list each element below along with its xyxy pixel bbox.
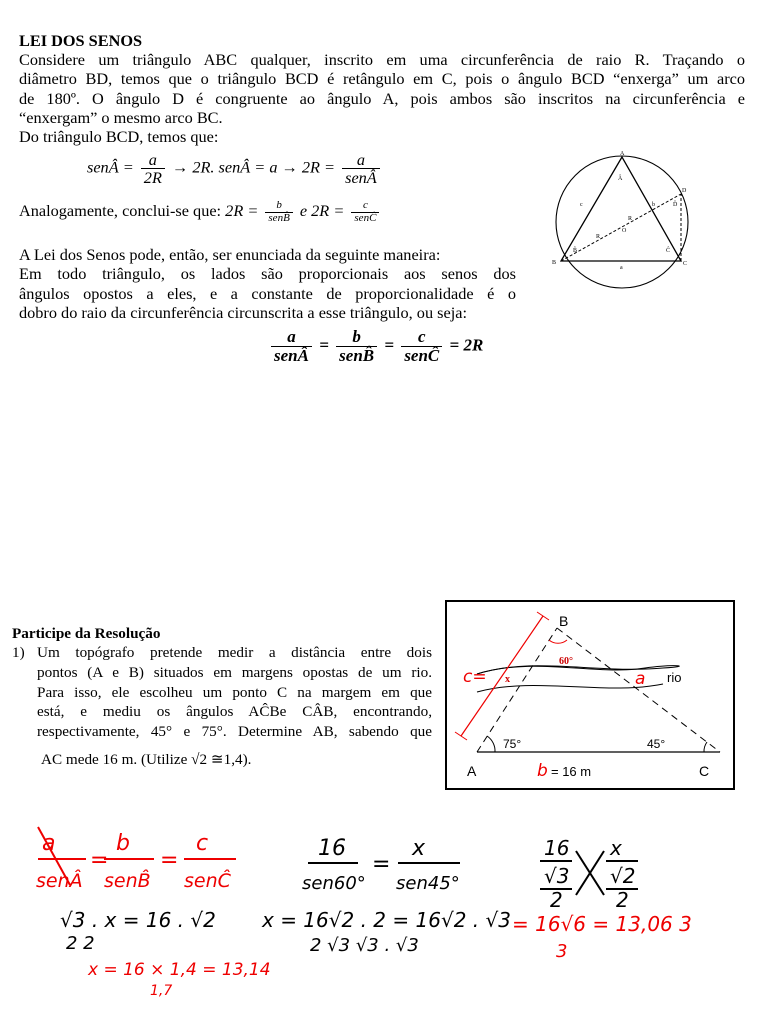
section-title: LEI DOS SENOS xyxy=(19,31,143,50)
hw-row2-result-den: 3 xyxy=(556,941,568,962)
label-angle-b: B̂ xyxy=(573,248,578,254)
hw-x: x xyxy=(412,836,426,861)
hw-row2-left-den: 2 2 xyxy=(66,933,95,954)
label-vertex-d: D xyxy=(682,188,687,194)
label-center: O xyxy=(622,228,627,234)
hw-cross-2a: 2 xyxy=(550,888,563,912)
label-side-a: a xyxy=(620,265,623,271)
problem-line-3: Para isso, ele escolheu um ponto C na margem em que xyxy=(37,683,432,701)
river-figure xyxy=(445,600,735,790)
hw-row2-mid: x = 16√2 . 2 = 16√2 . √3 xyxy=(262,908,511,932)
hw-row3: x = 16 × 1,4 = 13,14 xyxy=(88,960,271,980)
label-radius-2: R xyxy=(628,216,633,222)
problem-line-5: respectivamente, 45° e 75°. Determine AB, sabendo que xyxy=(37,723,432,741)
label-angle-45: 45° xyxy=(647,737,666,751)
label-angle-75: 75° xyxy=(503,737,522,751)
handwritten-solution xyxy=(0,815,768,1020)
hw-sen60: sen60° xyxy=(302,873,366,894)
intro-line-2: diâmetro BD, temos que o triângulo BCD é retângulo em C, pois o ângulo BCD “enxerga” um arco xyxy=(19,69,745,89)
hw-cross-16: 16 xyxy=(544,836,570,860)
hw-senc: senĈ xyxy=(184,870,231,892)
label-rio: rio xyxy=(667,670,682,685)
label-radius-1: R xyxy=(596,234,601,240)
from-triangle-text: Do triângulo BCD, temos que: xyxy=(19,127,219,147)
hw-a: a xyxy=(42,831,56,856)
hw-sen45: sen45° xyxy=(396,873,460,894)
statement-line-4: dobro do raio da circunferência circunscrita a esse triângulo, ou seja: xyxy=(19,302,467,322)
intro-line-4: “enxergam” o mesmo arco BC. xyxy=(19,107,223,127)
statement-line-3: ângulos opostos a eles, e a constante de proporcionalidade é o xyxy=(19,283,516,303)
label-side-b: b xyxy=(652,202,655,208)
hw-cross-r3: √3 xyxy=(544,864,570,888)
intro-line-1: Considere um triângulo ABC qualquer, inscrito em uma circunferência de raio R. Traçando o xyxy=(19,50,745,69)
law-of-sines-formula: $\frac{a}{\text{senÂ}}$ = $\frac{b}{\text{senB̂}}$ = $\frac{c}{\text{senĈ}}$ = 2R xyxy=(268,328,483,365)
circumscribed-circle-figure xyxy=(548,148,696,296)
hw-row3-den: 1,7 xyxy=(150,983,173,999)
black-proportion xyxy=(302,836,460,894)
label-angle-60: 60° xyxy=(559,656,573,667)
handwritten-b: b xyxy=(537,761,548,781)
handwritten-c: c= xyxy=(463,667,487,687)
statement-paragraph xyxy=(19,245,516,322)
hw-row2-left: √3 . x = 16 . √2 xyxy=(60,908,216,932)
diameter-bd xyxy=(561,194,681,261)
hw-eq2: = xyxy=(160,848,179,873)
label-16m: = 16 m xyxy=(551,764,592,779)
hw-eq1: = xyxy=(90,848,109,873)
problem-line-2: pontos (A e B) situados em margens opostas de um rio. xyxy=(37,663,432,681)
formula-sen-a: senÂ = $\frac{a}{2R}$ → 2R. senÂ = a → 2R = $\frac{a}{\text{senÂ}}$ xyxy=(87,151,383,186)
hw-eq3: = xyxy=(372,852,391,877)
label-vertex-b: B xyxy=(552,260,557,266)
statement-line-2: Em todo triângulo, os lados são proporcionais aos senos dos xyxy=(19,264,516,284)
hw-cross-x: x xyxy=(610,836,622,860)
intro-line-3: de 180º. O ângulo D é congruente ao ângulo A, pois ambos são inscritos na circunferência e xyxy=(19,88,745,108)
label-a: A xyxy=(467,763,477,779)
label-vertex-a: A xyxy=(620,151,625,157)
label-x: x xyxy=(505,674,510,685)
label-vertex-c: C xyxy=(683,261,688,267)
hw-cross-2b: 2 xyxy=(616,888,629,912)
problem-number: 1) xyxy=(12,644,25,661)
label-angle-a: Â xyxy=(618,176,623,182)
label-c: C xyxy=(699,763,710,779)
hw-senb: senB̂ xyxy=(104,870,151,892)
label-side-c: c xyxy=(580,202,583,208)
analog-line: Analogamente, conclui-se que: 2R = $\frac{b}{\text{senB̂}}$ e 2R = $\frac{c}{\text{senĈ}}$ xyxy=(19,200,382,224)
hw-row2-mid-den: 2 √3 √3 . √3 xyxy=(310,935,419,956)
hw-row2-result: = 16√6 = 13,06 3 xyxy=(512,912,692,936)
handwritten-a: a xyxy=(635,669,646,689)
problem-heading: Participe da Resolução xyxy=(12,625,161,642)
label-angle-d: D̂ xyxy=(673,202,678,208)
label-angle-c: Ĉ xyxy=(666,248,671,254)
hw-sena: senÂ xyxy=(36,870,83,892)
hw-b: b xyxy=(116,831,130,856)
hw-c: c xyxy=(196,831,209,856)
hw-cross-r2: √2 xyxy=(610,864,636,888)
problem-line-4: está, e mediu os ângulos AĈBe CÂB, encontrando, xyxy=(37,703,432,721)
problem-line-6: AC mede 16 m. (Utilize √2 ≅1,4). xyxy=(41,750,252,768)
problem-text xyxy=(37,643,432,770)
hw-16: 16 xyxy=(318,836,346,861)
intro-paragraph xyxy=(19,50,745,146)
red-law-of-sines xyxy=(36,827,236,892)
cross-multiplication xyxy=(540,836,638,912)
problem-line-1: Um topógrafo pretende medir a distância entre dois xyxy=(37,644,432,661)
label-b: B xyxy=(559,613,569,629)
statement-line-1: A Lei dos Senos pode, então, ser enunciada da seguinte maneira: xyxy=(19,245,441,264)
